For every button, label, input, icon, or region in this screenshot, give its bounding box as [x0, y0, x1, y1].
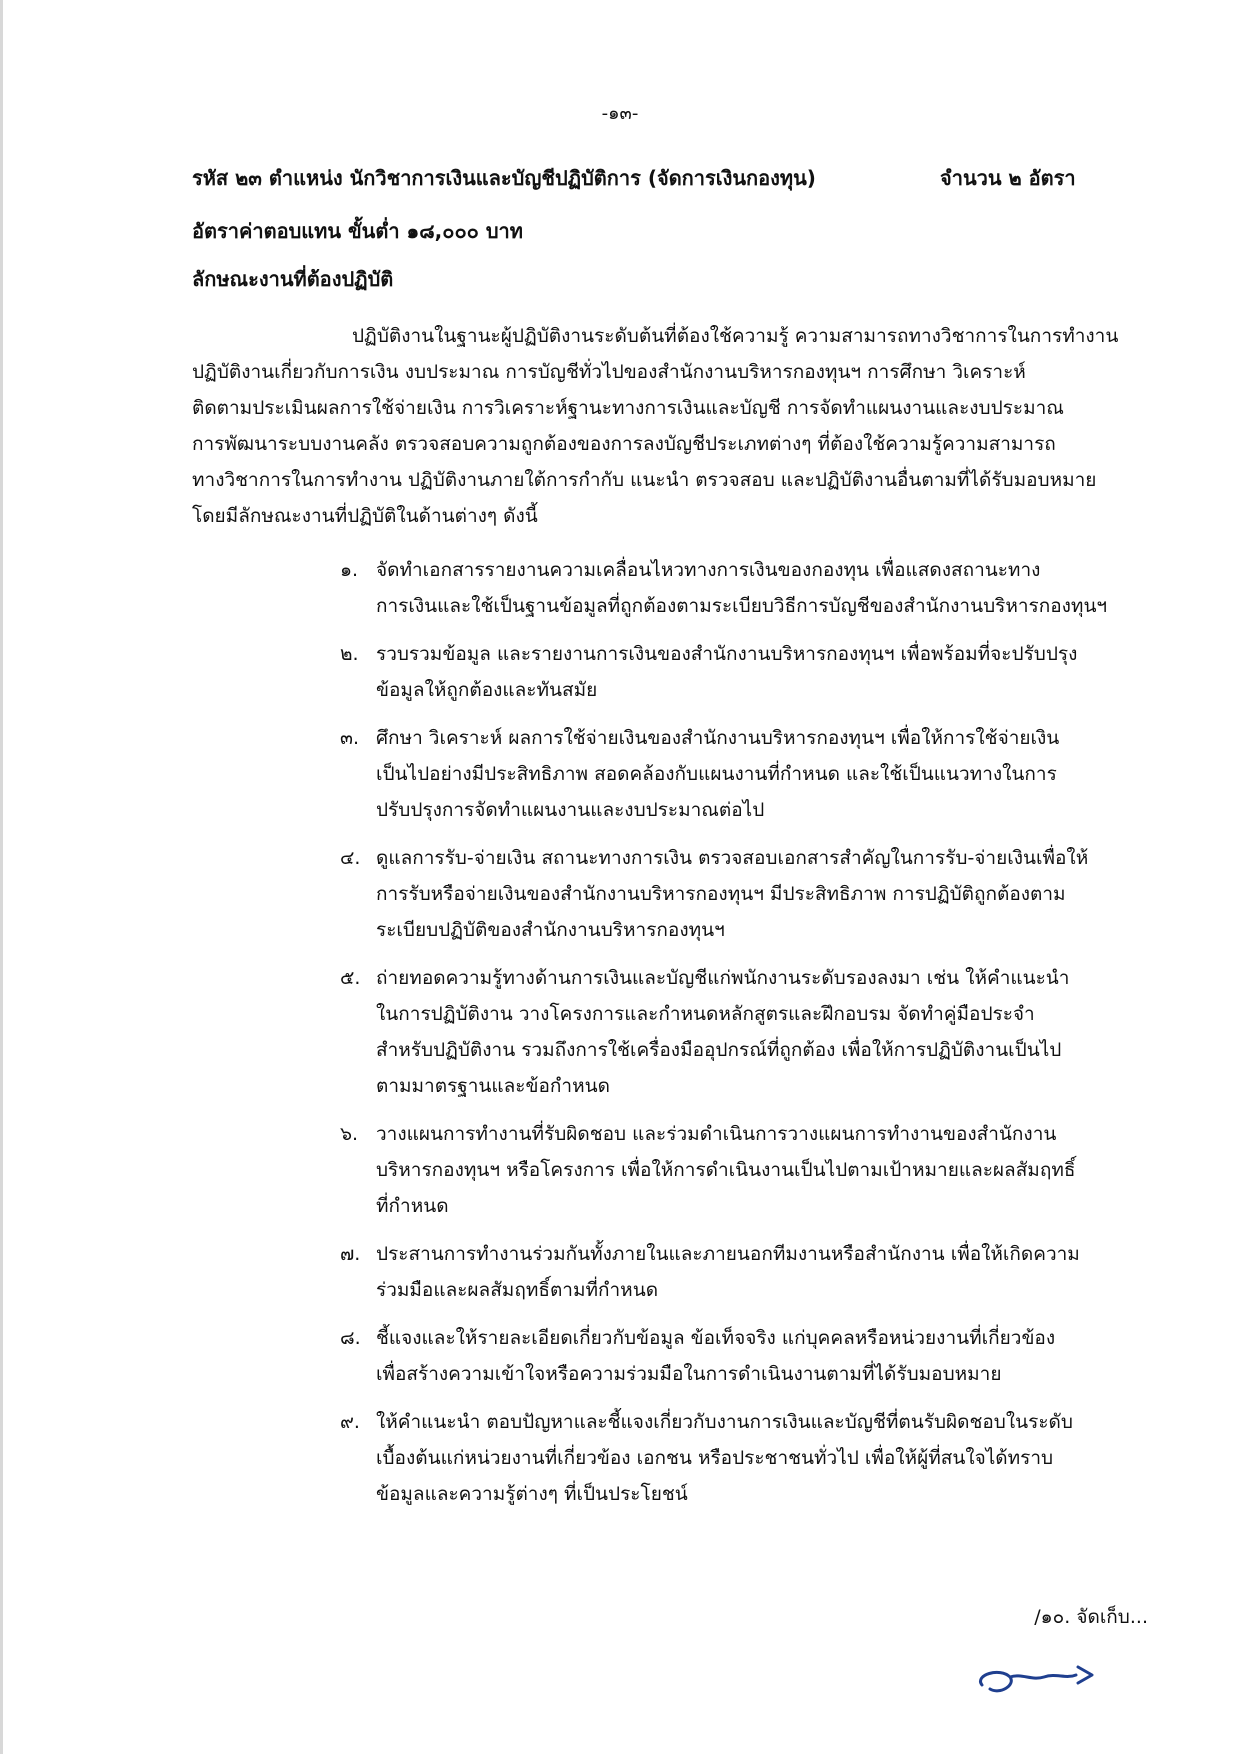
duty-list	[340, 552, 1148, 1524]
position-title: รหัส ๒๓ ตำแหน่ง นักวิชาการเงินและบัญชีปฏิบัติการ (จัดการเงินกองทุน)	[192, 166, 816, 190]
salary-line: อัตราค่าตอบแทน ขั้นต่ำ ๑๘,๐๐๐ บาท	[192, 219, 523, 243]
duty-line: เป็นไปอย่างมีประสิทธิภาพ สอดคล้องกับแผนงานที่กำหนด และใช้เป็นแนวทางในการ	[376, 763, 1057, 785]
intro-line: โดยมีลักษณะงานที่ปฏิบัติในด้านต่างๆ ดังนี้	[192, 505, 538, 527]
duty-line: ในการปฏิบัติงาน วางโครงการและกำหนดหลักสูตรและฝึกอบรม จัดทำคู่มือประจำ	[376, 1003, 1035, 1025]
duty-line: เบื้องต้นแก่หน่วยงานที่เกี่ยวข้อง เอกชน หรือประชาชนทั่วไป เพื่อให้ผู้ที่สนใจได้ทราบ	[376, 1447, 1054, 1469]
duty-line: การเงินและใช้เป็นฐานข้อมูลที่ถูกต้องตามระเบียบวิธีการบัญชีของสำนักงานบริหารกองทุนฯ	[376, 595, 1108, 617]
intro-line: ปฏิบัติงานเกี่ยวกับการเงิน งบประมาณ การบัญชีทั่วไปของสำนักงานบริหารกองทุนฯ การศึกษา วิเคราะห์	[192, 361, 1026, 383]
intro-paragraph	[192, 318, 1147, 534]
duty-line: ถ่ายทอดความรู้ทางด้านการเงินและบัญชีแก่พนักงานระดับรองลงมา เช่น ให้คำแนะนำ	[376, 967, 1070, 989]
signature-mark	[970, 1655, 1110, 1705]
duty-item	[340, 720, 1148, 828]
duty-line: ให้คำแนะนำ ตอบปัญหาและชี้แจงเกี่ยวกับงานการเงินและบัญชีที่ตนรับผิดชอบในระดับ	[376, 1411, 1073, 1433]
duty-number: ๗.	[340, 1243, 361, 1265]
duty-line: รวบรวมข้อมูล และรายงานการเงินของสำนักงานบริหารกองทุนฯ เพื่อพร้อมที่จะปรับปรุง	[376, 643, 1078, 665]
duty-number: ๒.	[340, 643, 359, 665]
duty-line: บริหารกองทุนฯ หรือโครงการ เพื่อให้การดำเนินงานเป็นไปตามเป้าหมายและผลสัมฤทธิ์	[376, 1159, 1076, 1181]
duty-item	[340, 1320, 1148, 1392]
duty-line: สำหรับปฏิบัติงาน รวมถึงการใช้เครื่องมืออุปกรณ์ที่ถูกต้อง เพื่อให้การปฏิบัติงานเป็นไป	[376, 1039, 1062, 1061]
duty-line: ปรับปรุงการจัดทำแผนงานและงบประมาณต่อไป	[376, 799, 765, 821]
duty-number: ๘.	[340, 1327, 361, 1349]
duty-number: ๖.	[340, 1123, 359, 1145]
duty-line: การรับหรือจ่ายเงินของสำนักงานบริหารกองทุนฯ มีประสิทธิภาพ การปฏิบัติถูกต้องตาม	[376, 883, 1066, 905]
intro-line: ปฏิบัติงานในฐานะผู้ปฏิบัติงานระดับต้นที่ต้องใช้ความรู้ ความสามารถทางวิชาการในการทำงาน	[352, 325, 1119, 347]
duty-number: ๔.	[340, 847, 361, 869]
duty-line: ประสานการทำงานร่วมกันทั้งภายในและภายนอกทีมงานหรือสำนักงาน เพื่อให้เกิดความ	[376, 1243, 1080, 1265]
duty-number: ๓.	[340, 727, 360, 749]
duty-line: ชี้แจงและให้รายละเอียดเกี่ยวกับข้อมูล ข้อเท็จจริง แก่บุคคลหรือหน่วยงานที่เกี่ยวข้อง	[376, 1327, 1056, 1349]
intro-line: ติดตามประเมินผลการใช้จ่ายเงิน การวิเคราะห์ฐานะทางการเงินและบัญชี การจัดทำแผนงานและงบประมาณ	[192, 397, 1064, 419]
duty-line: ระเบียบปฏิบัติของสำนักงานบริหารกองทุนฯ	[376, 919, 725, 941]
page-edge	[0, 0, 3, 1754]
duty-item	[340, 840, 1148, 948]
duty-item	[340, 552, 1148, 624]
page-number: -๑๓-	[601, 103, 639, 124]
duty-item	[340, 636, 1148, 708]
duty-number: ๙.	[340, 1411, 360, 1433]
section-title: ลักษณะงานที่ต้องปฏิบัติ	[192, 267, 394, 291]
duty-item	[340, 1404, 1148, 1512]
duty-line: ร่วมมือและผลสัมฤทธิ์ตามที่กำหนด	[376, 1279, 659, 1301]
duty-line: ดูแลการรับ-จ่ายเงิน สถานะทางการเงิน ตรวจสอบเอกสารสำคัญในการรับ-จ่ายเงินเพื่อให้	[376, 847, 1089, 869]
duty-line: ศึกษา วิเคราะห์ ผลการใช้จ่ายเงินของสำนักงานบริหารกองทุนฯ เพื่อให้การใช้จ่ายเงิน	[376, 727, 1060, 749]
duty-number: ๕.	[340, 967, 361, 989]
intro-line: การพัฒนาระบบงานคลัง ตรวจสอบความถูกต้องของการลงบัญชีประเภทต่างๆ ที่ต้องใช้ความรู้ความสามารถ	[192, 433, 1056, 455]
duty-item	[340, 960, 1148, 1104]
duty-line: จัดทำเอกสารรายงานความเคลื่อนไหวทางการเงินของกองทุน เพื่อแสดงสถานะทาง	[376, 559, 1041, 581]
continuation-note: /๑๐. จัดเก็บ...	[1034, 1606, 1148, 1628]
duty-item	[340, 1236, 1148, 1308]
duty-number: ๑.	[340, 559, 359, 581]
duty-line: เพื่อสร้างความเข้าใจหรือความร่วมมือในการดำเนินงานตามที่ได้รับมอบหมาย	[376, 1363, 1002, 1385]
duty-line: ตามมาตรฐานและข้อกำหนด	[376, 1075, 610, 1097]
position-count: จำนวน ๒ อัตรา	[940, 166, 1076, 190]
duty-item	[340, 1116, 1148, 1224]
duty-line: วางแผนการทำงานที่รับผิดชอบ และร่วมดำเนินการวางแผนการทำงานของสำนักงาน	[376, 1123, 1057, 1145]
duty-line: ที่กำหนด	[376, 1195, 449, 1217]
duty-line: ข้อมูลให้ถูกต้องและทันสมัย	[376, 679, 598, 701]
duty-line: ข้อมูลและความรู้ต่างๆ ที่เป็นประโยชน์	[376, 1483, 688, 1505]
intro-line: ทางวิชาการในการทำงาน ปฏิบัติงานภายใต้การกำกับ แนะนำ ตรวจสอบ และปฏิบัติงานอื่นตามที่ได้รับมอบหมาย	[192, 469, 1097, 491]
